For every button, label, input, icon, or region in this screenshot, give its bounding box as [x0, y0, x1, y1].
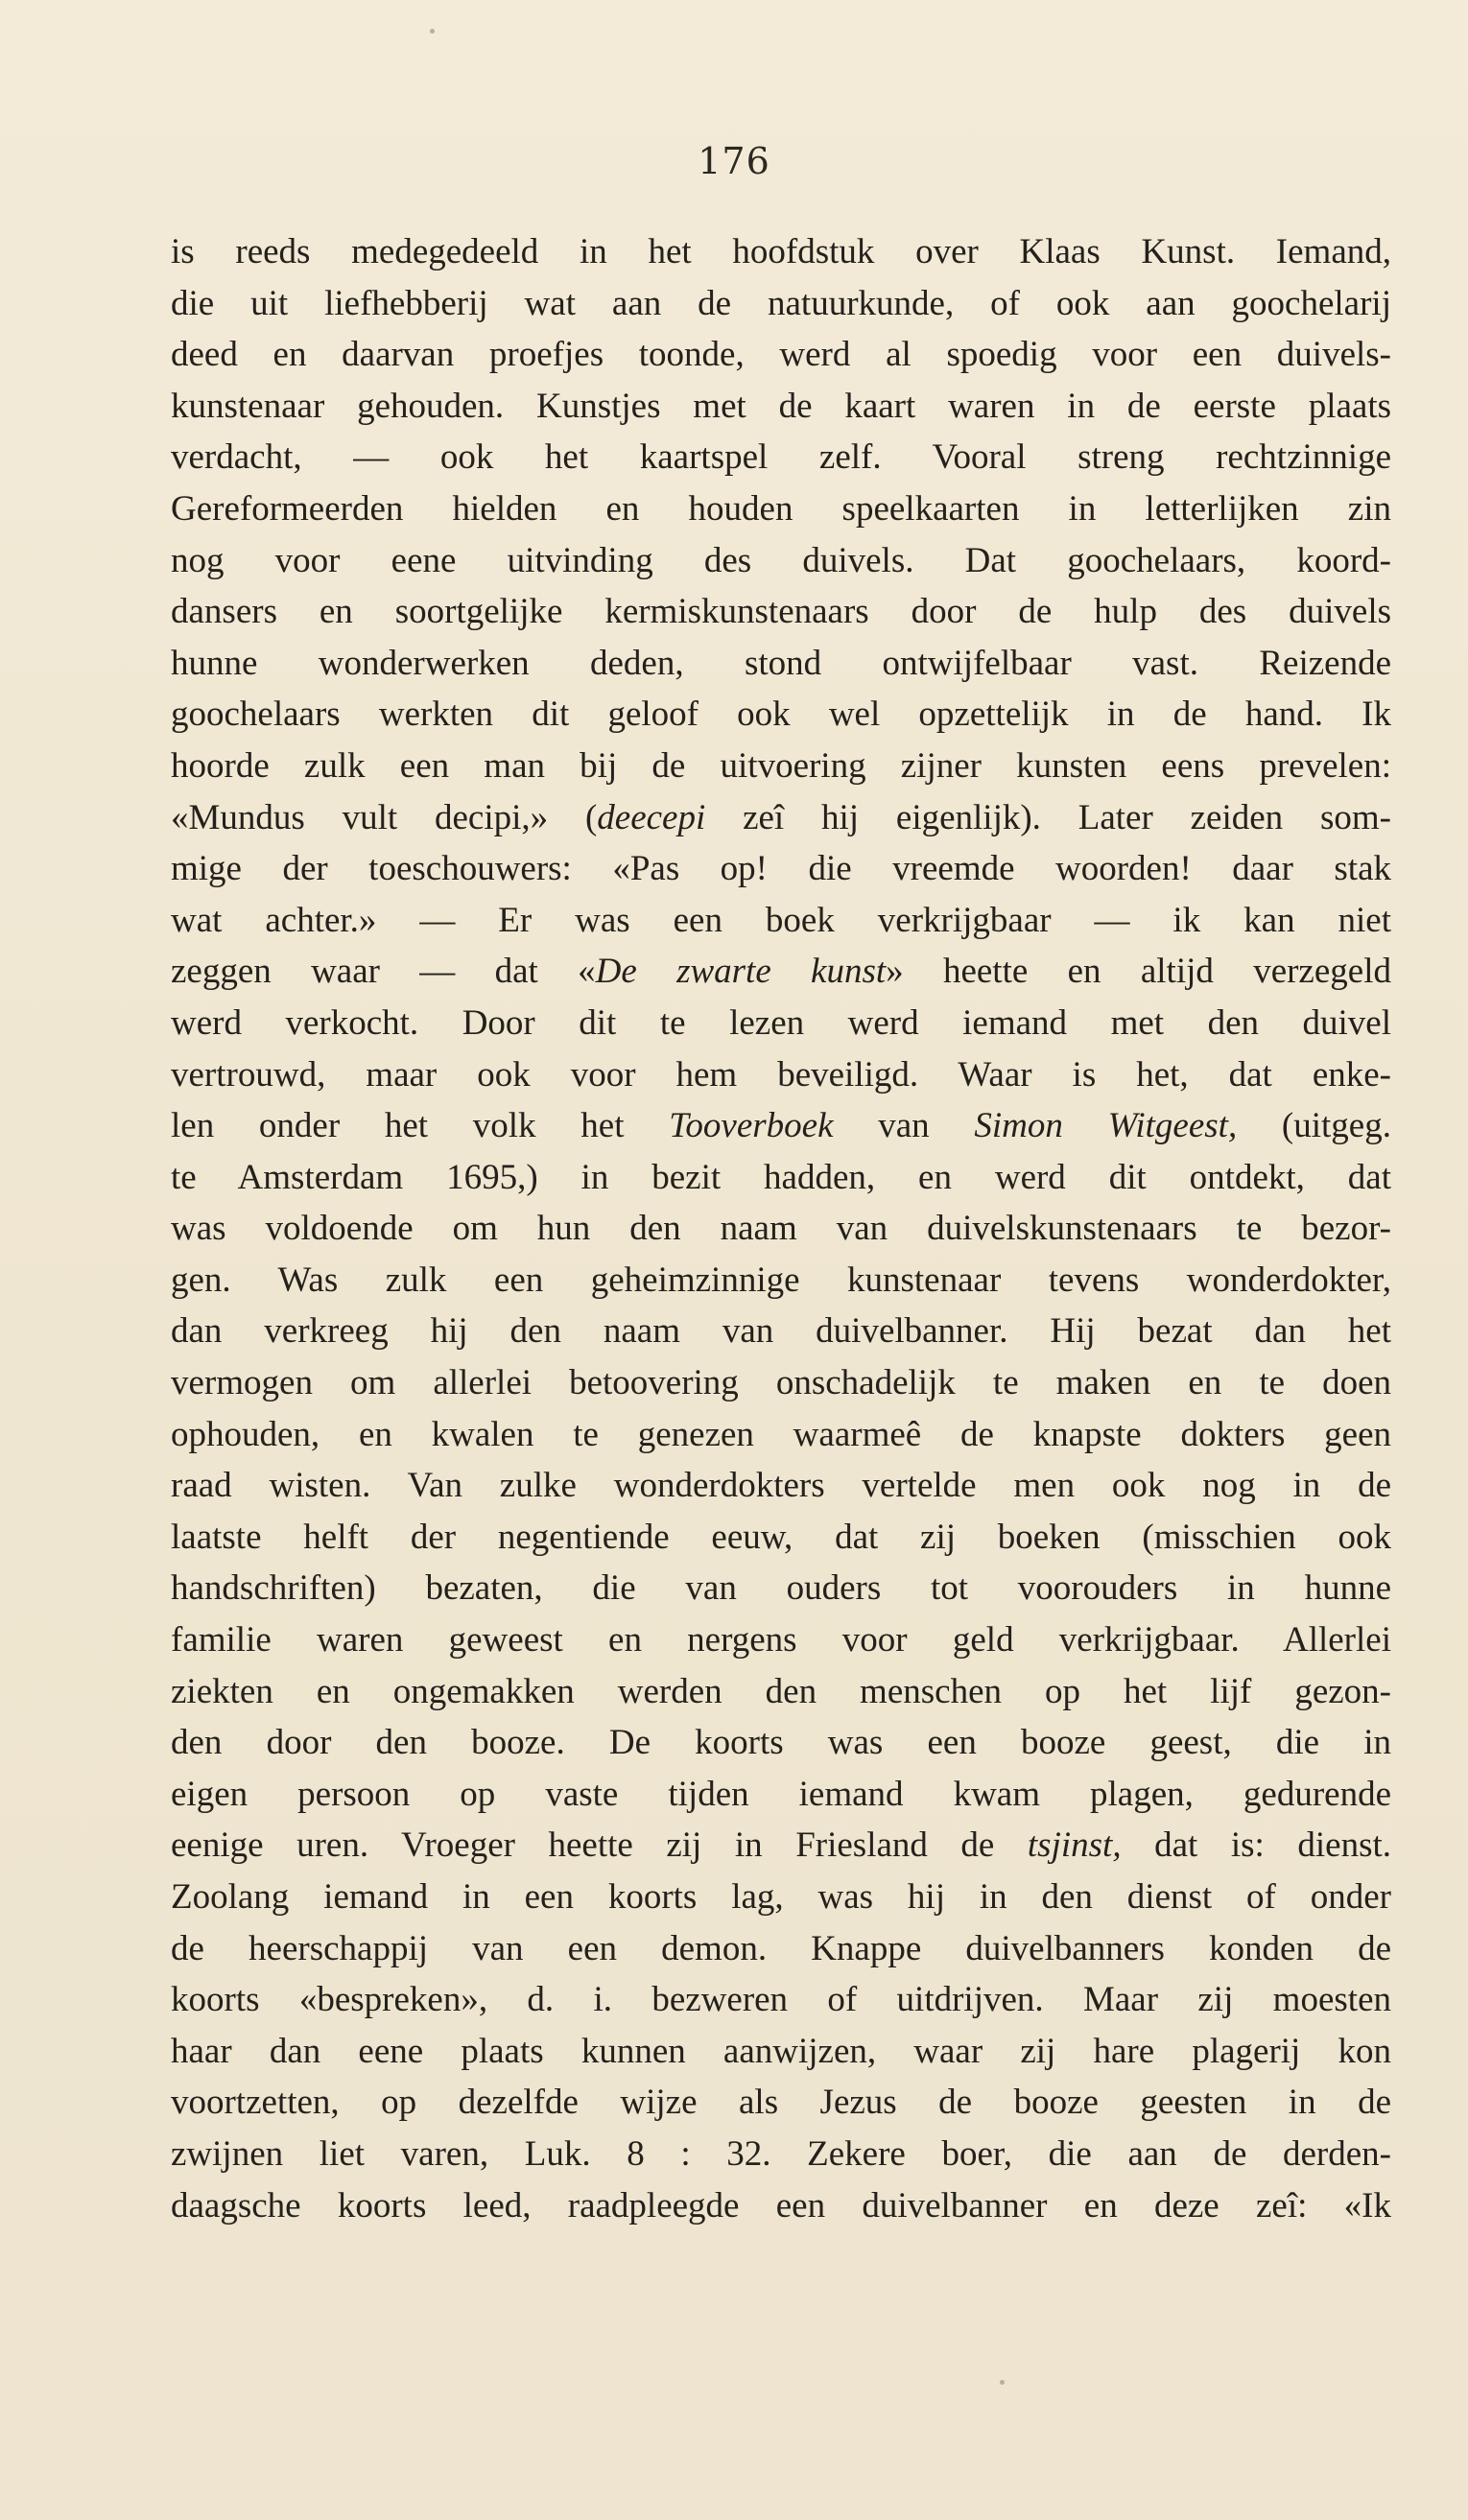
text-line — [171, 1306, 1391, 1357]
text-run: (uitgeg. — [1237, 1106, 1391, 1146]
text-line — [171, 1717, 1391, 1769]
text-run: laatste helft der negentiende eeuw, dat zij boeken (misschien ook — [171, 1517, 1391, 1557]
text-run: is reeds medegedeeld in het hoofdstuk over Klaas Kunst. Iemand, — [171, 232, 1391, 271]
text-line — [171, 1974, 1391, 2026]
text-run: de heerschappij van een demon. Knappe duivelbanners konden de — [171, 1928, 1391, 1968]
italic-run: De zwarte kunst — [595, 952, 887, 992]
text-line — [171, 638, 1391, 690]
text-run: kunstenaar gehouden. Kunstjes met de kaart waren in de eerste plaats — [171, 386, 1391, 426]
text-line — [171, 895, 1391, 947]
text-run: «Mundus vult decipi,» ( — [171, 797, 598, 837]
text-run: eenige uren. Vroeger heette zij in Friesland de — [171, 1825, 1028, 1866]
text-run: vermogen om allerlei betoovering onschadelijk te maken en te doen — [171, 1363, 1391, 1403]
text-line — [171, 1923, 1391, 1975]
text-line — [171, 1152, 1391, 1204]
text-run: zeî hij eigenlijk). Later zeiden som- — [705, 797, 1391, 837]
text-run: eigen persoon op vaste tijden iemand kwam plagen, gedurende — [171, 1774, 1391, 1814]
paper-speck — [1000, 2380, 1005, 2385]
text-line — [171, 2180, 1391, 2232]
text-run: hoorde zulk een man bij de uitvoering zijner kunsten eens prevelen: — [171, 745, 1391, 786]
text-run: voortzetten, op dezelfde wijze als Jezus de booze geesten in de — [171, 2083, 1391, 2123]
text-run: koorts «bespreken», d. i. bezweren of uitdrijven. Maar zij moesten — [171, 1980, 1391, 2020]
text-line — [171, 1409, 1391, 1461]
paper-speck — [430, 29, 435, 34]
text-run: ziekten en ongemakken werden den menschen op het lijf gezon- — [171, 1671, 1391, 1711]
text-line — [171, 278, 1391, 330]
text-line — [171, 1512, 1391, 1564]
text-line — [171, 1203, 1391, 1255]
italic-run: tsjinst, — [1027, 1825, 1122, 1866]
text-run: nog voor eene uitvinding des duivels. Dat goochelaars, koord- — [171, 540, 1391, 580]
text-line — [171, 1872, 1391, 1923]
text-run: den door den booze. De koorts was een booze geest, die in — [171, 1723, 1391, 1763]
text-line — [171, 535, 1391, 587]
text-run: zeggen waar — dat « — [171, 952, 596, 992]
text-run: ophouden, en kwalen te genezen waarmeê de knapste dokters geen — [171, 1414, 1391, 1454]
text-line — [171, 1820, 1391, 1872]
text-line — [171, 1100, 1391, 1152]
text-run: haar dan eene plaats kunnen aanwijzen, waar zij hare plagerij kon — [171, 2031, 1391, 2071]
text-run: van — [833, 1106, 975, 1146]
text-line — [171, 1049, 1391, 1101]
text-line — [171, 329, 1391, 381]
text-line — [171, 381, 1391, 433]
text-line — [171, 586, 1391, 638]
text-line — [171, 1255, 1391, 1307]
text-run: daagsche koorts leed, raadpleegde een duivelbanner en deze zeî: «Ik — [171, 2185, 1391, 2226]
text-run: dan verkreeg hij den naam van duivelbanner. Hij bezat dan het — [171, 1311, 1391, 1352]
text-line — [171, 946, 1391, 998]
text-line — [171, 689, 1391, 741]
text-run: te Amsterdam 1695,) in bezit hadden, en werd dit ontdekt, dat — [171, 1157, 1391, 1197]
text-run: werd verkocht. Door dit te lezen werd iemand met den duivel — [171, 1002, 1391, 1043]
text-line — [171, 2077, 1391, 2129]
text-line — [171, 1460, 1391, 1512]
text-line — [171, 1614, 1391, 1666]
italic-run: Tooverboek — [669, 1106, 834, 1146]
text-run: mige der toeschouwers: «Pas op! die vreemde woorden! daar stak — [171, 849, 1391, 889]
text-line — [171, 792, 1391, 844]
italic-run: Simon Witgeest, — [974, 1106, 1238, 1146]
text-run: familie waren geweest en nergens voor geld verkrijgbaar. Allerlei — [171, 1620, 1391, 1660]
text-line — [171, 1563, 1391, 1614]
text-run: hunne wonderwerken deden, stond ontwijfelbaar vast. Reizende — [171, 643, 1391, 683]
text-line — [171, 2026, 1391, 2078]
text-run: vertrouwd, maar ook voor hem beveiligd. Waar is het, dat enke- — [171, 1054, 1391, 1095]
text-line — [171, 2129, 1391, 2180]
text-run: goochelaars werkten dit geloof ook wel opzettelijk in de hand. Ik — [171, 695, 1391, 735]
text-run: deed en daarvan proefjes toonde, werd al spoedig voor een duivels- — [171, 335, 1391, 375]
text-line — [171, 226, 1391, 278]
text-line — [171, 843, 1391, 895]
text-line — [171, 741, 1391, 792]
text-run: verdacht, — ook het kaartspel zelf. Vooral streng rechtzinnige — [171, 437, 1391, 478]
text-run: zwijnen liet varen, Luk. 8 : 32. Zekere boer, die aan de derden- — [171, 2133, 1391, 2174]
text-line — [171, 1666, 1391, 1718]
text-run: » heette en altijd verzegeld — [886, 952, 1391, 992]
page-number: 176 — [698, 140, 770, 182]
text-run: dansers en soortgelijke kermiskunstenaars door de hulp des duivels — [171, 592, 1391, 632]
text-run: was voldoende om hun den naam van duivelskunstenaars te bezor- — [171, 1209, 1391, 1249]
text-run: len onder het volk het — [171, 1106, 670, 1146]
text-line — [171, 483, 1391, 535]
text-line — [171, 1769, 1391, 1821]
text-line — [171, 432, 1391, 483]
text-run: wat achter.» — Er was een boek verkrijgbaar — ik kan niet — [171, 900, 1391, 940]
body-text — [171, 226, 1391, 2231]
text-run: die uit liefhebberij wat aan de natuurkunde, of ook aan goochelarij — [171, 283, 1391, 323]
italic-run: deecepi — [597, 797, 706, 837]
text-run: Gereformeerden hielden en houden speelkaarten in letterlijken zin — [171, 488, 1391, 529]
text-run: handschriften) bezaten, die van ouders tot voorouders in hunne — [171, 1568, 1391, 1609]
text-line — [171, 1357, 1391, 1409]
text-line — [171, 998, 1391, 1049]
text-run: gen. Was zulk een geheimzinnige kunstenaar tevens wonderdokter, — [171, 1260, 1391, 1300]
text-run: Zoolang iemand in een koorts lag, was hij in den dienst of onder — [171, 1877, 1391, 1917]
text-run: raad wisten. Van zulke wonderdokters vertelde men ook nog in de — [171, 1466, 1391, 1506]
text-run: dat is: dienst. — [1121, 1825, 1391, 1866]
